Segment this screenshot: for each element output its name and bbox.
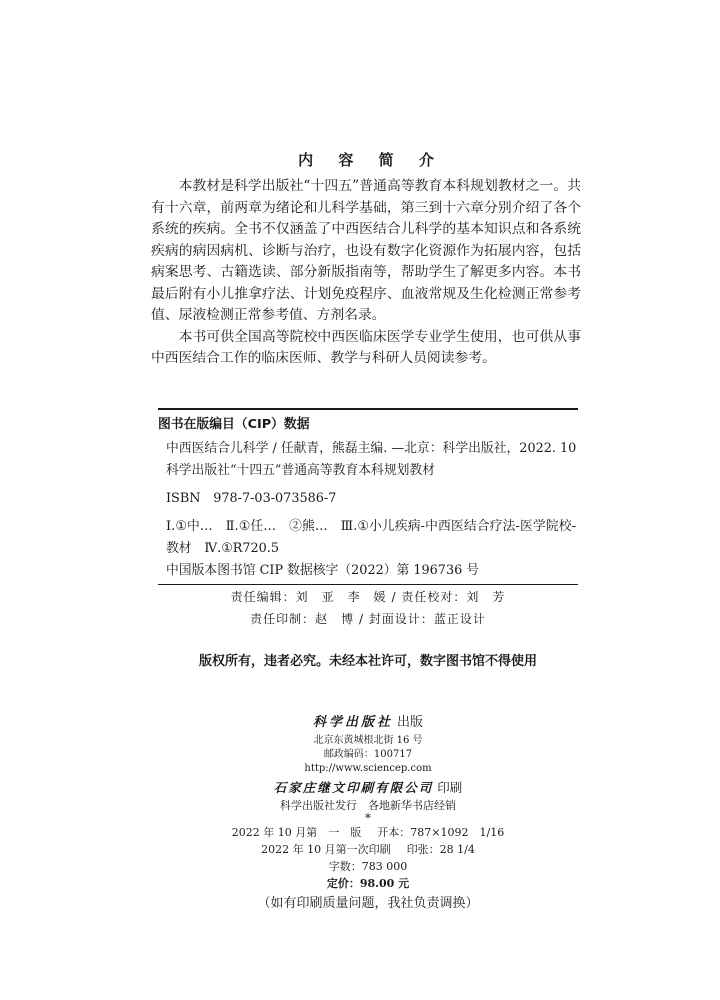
content-summary [151, 148, 581, 370]
sheets-text: 印张：28 1/4 [406, 843, 475, 856]
printer-line [158, 778, 578, 798]
format-text: 开本：787×1092 1/16 [377, 826, 505, 839]
printer-suffix: 印刷 [437, 780, 463, 795]
printer-name: 石家庄继文印刷有限公司 [273, 780, 434, 795]
star-separator: * [365, 811, 371, 825]
price-label: 定价： [326, 877, 360, 890]
price-line [158, 875, 578, 892]
editor-line: 责任印制：赵 博 / 封面设计：蓝正设计 [250, 612, 486, 626]
printing-line [158, 841, 578, 858]
cip-heading: 图书在版编目（CIP）数据 [158, 417, 310, 432]
editor-line: 责任编辑：刘 亚 李 媛 / 责任校对：刘 芳 [230, 590, 506, 604]
cip-classification: Ⅰ.①中… Ⅱ.①任… ②熊… Ⅲ.①小儿疾病-中西医结合疗法-医学院校-教材 Ⅳ.①R720.5 [166, 519, 576, 556]
cip-title-line: 中西医结合儿科学 / 任献青，熊磊主编. —北京：科学出版社，2022. 10 [166, 441, 577, 456]
cip-block [158, 408, 578, 585]
edition-text: 2022 年 10 月第 一 版 [231, 826, 362, 839]
publisher-suffix: 出版 [397, 715, 424, 730]
publisher-postcode: 邮政编码：100717 [323, 749, 413, 760]
printing-text: 2022 年 10 月第一次印刷 [261, 843, 391, 856]
publication-info [158, 712, 578, 914]
summary-paragraph: 本书可供全国高等院校中西医临床医学专业学生使用，也可供从事中西医结合工作的临床医师、教学与科研人员阅读参考。 [151, 328, 581, 366]
cip-verification: 中国版本图书馆 CIP 数据核字（2022）第 196736 号 [166, 563, 480, 578]
publisher-line [158, 712, 578, 734]
summary-title: 内 容 简 介 [298, 151, 444, 169]
distribution-line: 科学出版社发行 各地新华书店经销 [280, 799, 456, 812]
price-value: 98.00 元 [359, 877, 410, 890]
word-count: 字数：783 000 [328, 860, 408, 873]
publisher-address: 北京东黄城根北街 16 号 [313, 735, 423, 746]
publisher-website: http://www.sciencep.com [304, 763, 432, 774]
editor-credits [158, 586, 578, 630]
summary-paragraph: 本教材是科学出版社“十四五”普通高等教育本科规划教材之一。共有十六章，前两章为绪论和儿科学基础，第三到十六章分别介绍了各个系统的疾病。全书不仅涵盖了中西医结合儿科学的基本知识点和各系统疾病的病因病机、诊断与治疗，也设有数字化资源作为拓展内容，包括病案思考、古籍选读、部分新版指南等，帮助学生了解更多内容。本书最后附有小儿推拿疗法、计划免疫程序、血液常规及生化检测正常参考值、尿液检测正常参考值、方剂名录。 [151, 178, 581, 323]
cip-isbn: ISBN 978-7-03-073586-7 [166, 491, 337, 506]
quality-note: （如有印刷质量问题，我社负责调换） [257, 896, 479, 911]
copyright-notice: 版权所有，违者必究。未经本社许可，数字图书馆不得使用 [198, 654, 537, 669]
edition-line [158, 824, 578, 841]
cip-series-line: 科学出版社“十四五”普通高等教育本科规划教材 [166, 463, 436, 478]
publisher-name: 科学出版社 [312, 715, 393, 730]
